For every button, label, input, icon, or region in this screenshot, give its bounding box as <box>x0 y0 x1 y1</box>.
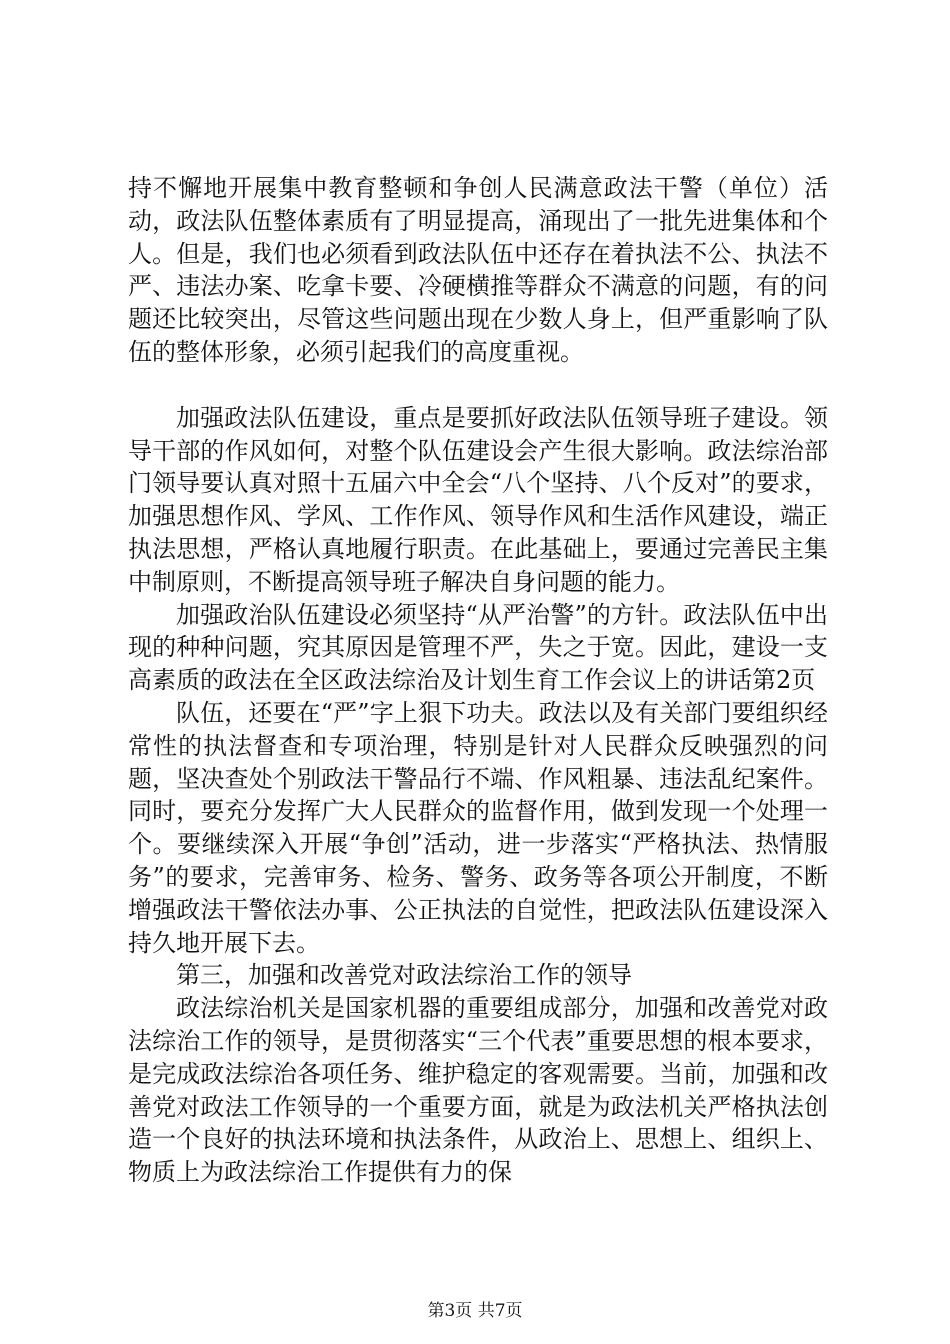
paragraph-leadership: 加强政法队伍建设，重点是要抓好政法队伍领导班子建设。领导干部的作风如何，对整个队伍建设会产生很大影响。政法综治部门领导要认真对照十五届六中全会“八个坚持、八个反对”的要求，加强思想作风、学风、工作作风、领导作风和生活作风建设，端正执法思想，严格认真地履行职责。在此基础上，要通过完善民主集中制原则，不断提高领导班子解决自身问题的能力。 <box>128 403 828 596</box>
paragraph-party-leadership: 政法综治机关是国家机器的重要组成部分，加强和改善党对政法综治工作的领导，是贯彻落实“三个代表”重要思想的根本要求，是完成政法综治各项任务、维护稳定的客观需要。当前，加强和改善党对政法工作领导的一个重要方面，就是为政法机关严格执法创造一个良好的执法环境和执法条件，从政治上、思想上、组织上、物质上为政法综治工作提供有力的保 <box>128 994 828 1187</box>
paragraph-continuation: 持不懈地开展集中教育整顿和争创人民满意政法干警（单位）活动，政法队伍整体素质有了明显提高，涌现出了一批先进集体和个人。但是，我们也必须看到政法队伍中还存在着执法不公、执法不严、违法办案、吃拿卡要、冷硬横推等群众不满意的问题，有的问题还比较突出，尽管这些问题出现在少数人身上，但严重影响了队伍的整体形象，必须引起我们的高度重视。 <box>128 174 828 366</box>
paragraph-supervision: 队伍，还要在“严”字上狠下功夫。政法以及有关部门要组织经常性的执法督查和专项治理，特别是针对人民群众反映强烈的问题，坚决查处个别政法干警品行不端、作风粗暴、违法乱纪案件。同时，要充分发挥广大人民群众的监督作用，做到发现一个处理一个。要继续深入开展“争创”活动，进一步落实“严格执法、热情服务”的要求，完善审务、检务、警务、政务等各项公开制度，不断增强政法干警依法办事、公正执法的自觉性，把政法队伍建设深入持久地开展下去。 <box>128 698 828 957</box>
section-heading-third: 第三，加强和改善党对政法综治工作的领导 <box>176 961 632 990</box>
paragraph-gap <box>128 369 828 402</box>
paragraph-strict-management: 加强政治队伍建设必须坚持“从严治警”的方针。政法队伍中出现的种种问题，究其原因是管理不严，失之于宽。因此，建设一支高素质的政法在全区政法综治及计划生育工作会议上的讲话第2页 <box>128 600 828 695</box>
document-body <box>128 172 828 1189</box>
page-footer: 第3页 共7页 <box>427 1301 523 1321</box>
